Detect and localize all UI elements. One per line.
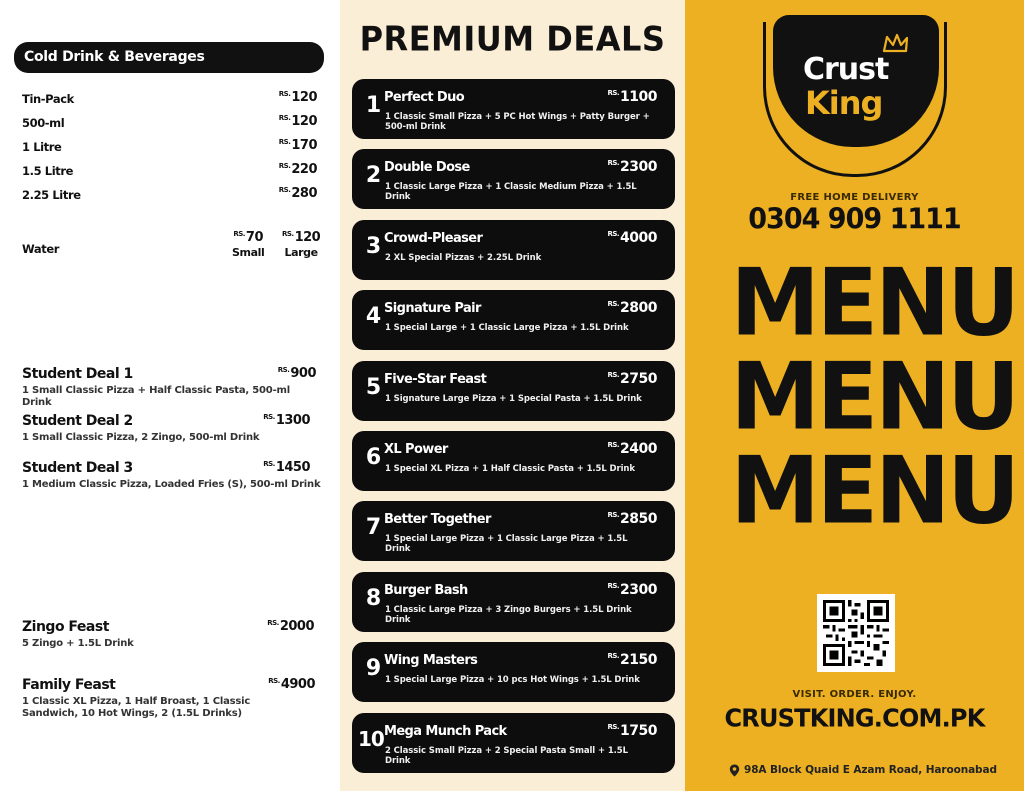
- website: CRUSTKING.COM.PK: [724, 703, 985, 733]
- deal-name: Burger Bash: [384, 582, 468, 598]
- deal-number: 2: [365, 163, 381, 189]
- qr-code: [817, 594, 895, 672]
- deal-title: Zingo Feast: [22, 619, 109, 635]
- deal-price: $^{RS.}$2800: [607, 300, 657, 317]
- deal-description: 1 Classic Large Pizza + 1 Classic Medium Pizza + 1.5L Drink: [385, 182, 637, 203]
- deal-number: 1: [365, 93, 381, 118]
- beverage-name: 500-ml: [22, 116, 65, 130]
- deal-description: 1 Special Large Pizza + 10 pcs Hot Wings + 1.5L Drink: [385, 675, 640, 686]
- deal-number: 4: [365, 304, 381, 330]
- beverages-header: Cold Drink & Beverages: [14, 42, 324, 73]
- logo-text-crust: Crust: [803, 52, 889, 87]
- deal-number: 3: [365, 233, 381, 259]
- deal-description: 2 Classic Small Pizza + 2 Special Pasta Small + 1.5L Drink: [385, 745, 628, 766]
- premium-deal-card: [352, 79, 675, 139]
- deal-title: Student Deal 2: [22, 413, 133, 429]
- location-pin-icon: [729, 764, 740, 777]
- delivery-label: FREE HOME DELIVERY: [790, 192, 919, 203]
- address: 98A Block Quaid E Azam Road, Haroonabad: [744, 764, 997, 776]
- water-row: [22, 240, 317, 260]
- deal-description: 1 Classic XL Pizza, 1 Half Broast, 1 Classic Sandwich, 10 Hot Wings, 2 (1.5L Drinks): [22, 696, 251, 719]
- water-small-label: Small: [232, 246, 265, 259]
- deal-price: $^{RS.}$2850: [607, 511, 657, 528]
- deal-title: Student Deal 3: [22, 460, 133, 476]
- deal-number: 8: [365, 585, 381, 611]
- beverage-name: 1.5 Litre: [22, 164, 74, 178]
- menu-word: MENU: [730, 248, 1017, 357]
- deal-price: $^{RS.}$1750: [607, 722, 657, 739]
- beverage-row: [22, 138, 317, 158]
- premium-deal-card: [352, 220, 675, 280]
- feast-deal: [22, 677, 315, 720]
- deal-price: $^{RS.}$900: [277, 366, 316, 381]
- deal-name: XL Power: [384, 442, 448, 457]
- premium-deal-card: [352, 431, 675, 491]
- deal-description: 2 XL Special Pizzas + 2.25L Drink: [385, 252, 542, 263]
- beverage-name: Tin-Pack: [22, 92, 74, 106]
- beverage-price: $^{RS.}$280: [278, 186, 317, 201]
- feast-deal: [22, 619, 322, 650]
- water-large-label: Large: [284, 246, 318, 259]
- deal-number: 5: [365, 374, 381, 400]
- student-deal: [22, 413, 322, 444]
- menu-word: MENU: [730, 436, 1017, 545]
- deal-description: 1 Small Classic Pizza, 2 Zingo, 500-ml Drink: [22, 432, 260, 443]
- deal-name: Crowd-Pleaser: [384, 230, 483, 246]
- premium-deal-card: [352, 642, 675, 702]
- deal-number: 10: [358, 726, 384, 751]
- deal-description: 1 Medium Classic Pizza, Loaded Fries (S), 500-ml Drink: [22, 479, 321, 490]
- deal-description: 1 Special Large + 1 Classic Large Pizza + 1.5L Drink: [385, 323, 629, 334]
- brand-panel: [685, 0, 1024, 791]
- beverage-price: $^{RS.}$120: [278, 114, 317, 129]
- deal-price: $^{RS.}$4000: [607, 229, 657, 246]
- water-small-price: $^{RS.}$70 Small: [232, 230, 265, 259]
- deal-price: $^{RS.}$2300: [607, 581, 657, 598]
- deal-price: $^{RS.}$2400: [607, 441, 657, 457]
- deal-price: $^{RS.}$2300: [607, 159, 657, 176]
- deal-name: Better Together: [384, 512, 491, 528]
- deal-description: 1 Signature Large Pizza + 1 Special Pasta + 1.5L Drink: [385, 393, 642, 404]
- logo-text-king: King: [805, 84, 883, 122]
- beverage-row: [22, 90, 317, 110]
- premium-deals-title: PREMIUM DEALS: [359, 19, 666, 59]
- premium-deal-card: [352, 361, 675, 421]
- premium-deal-card: [352, 501, 675, 561]
- beverage-row: [22, 162, 317, 182]
- deal-number: 6: [365, 445, 381, 470]
- deal-description: 1 Classic Large Pizza + 3 Zingo Burgers + 1.5L Drink Drink: [385, 604, 632, 625]
- deal-name: Signature Pair: [384, 301, 481, 317]
- deal-price: $^{RS.}$1100: [607, 89, 657, 105]
- qr-code-icon: [823, 600, 889, 666]
- student-deal: [22, 460, 322, 491]
- beverage-row: [22, 186, 317, 206]
- beverage-price: $^{RS.}$120: [278, 90, 317, 105]
- water-large-price: $^{RS.}$120 Large: [282, 230, 321, 259]
- premium-deal-card: [352, 572, 675, 632]
- beverage-name: 2.25 Litre: [22, 188, 81, 202]
- premium-deal-card: [352, 149, 675, 209]
- deal-price: $^{RS.}$2150: [607, 652, 657, 669]
- phone-number: 0304 909 1111: [748, 203, 961, 236]
- deal-title: Family Feast: [22, 677, 116, 693]
- deal-price: $^{RS.}$1300: [263, 413, 310, 428]
- deal-description: 1 Special XL Pizza + 1 Half Classic Pasta + 1.5L Drink: [385, 464, 635, 474]
- deal-name: Double Dose: [384, 160, 470, 176]
- deal-description: 1 Classic Small Pizza + 5 PC Hot Wings + Patty Burger + 500-ml Drink: [385, 112, 650, 132]
- menu-word: MENU: [730, 342, 1017, 451]
- deal-number: 7: [365, 515, 381, 541]
- left-panel: [0, 0, 340, 791]
- tagline: VISIT. ORDER. ENJOY.: [792, 689, 917, 700]
- deal-name: Five-Star Feast: [384, 371, 487, 387]
- beverage-row: [22, 114, 317, 134]
- deal-name: Mega Munch Pack: [384, 723, 507, 739]
- deal-description: 1 Small Classic Pizza + Half Classic Pasta, 500-ml Drink: [22, 385, 290, 408]
- deal-price: $^{RS.}$1450: [263, 460, 310, 475]
- beverage-name: 1 Litre: [22, 140, 62, 154]
- beverage-price: $^{RS.}$170: [278, 138, 317, 153]
- deal-price: $^{RS.}$2750: [607, 370, 657, 387]
- deal-description: 1 Special Large Pizza + 1 Classic Large Pizza + 1.5L Drink: [385, 534, 628, 555]
- premium-deals-panel: [340, 0, 685, 791]
- deal-price: $^{RS.}$4900: [268, 677, 315, 692]
- student-deal: [22, 366, 322, 409]
- deal-name: Wing Masters: [384, 653, 478, 669]
- premium-deal-card: [352, 713, 675, 773]
- deal-title: Student Deal 1: [22, 366, 133, 382]
- deal-number: 9: [365, 656, 381, 682]
- beverage-price: $^{RS.}$220: [278, 162, 317, 177]
- deal-description: 5 Zingo + 1.5L Drink: [22, 638, 134, 649]
- premium-deal-card: [352, 290, 675, 350]
- crown-icon: [881, 33, 911, 55]
- beverage-name: Water: [22, 242, 60, 256]
- deal-name: Perfect Duo: [384, 90, 465, 105]
- deal-price: $^{RS.}$2000: [267, 619, 314, 634]
